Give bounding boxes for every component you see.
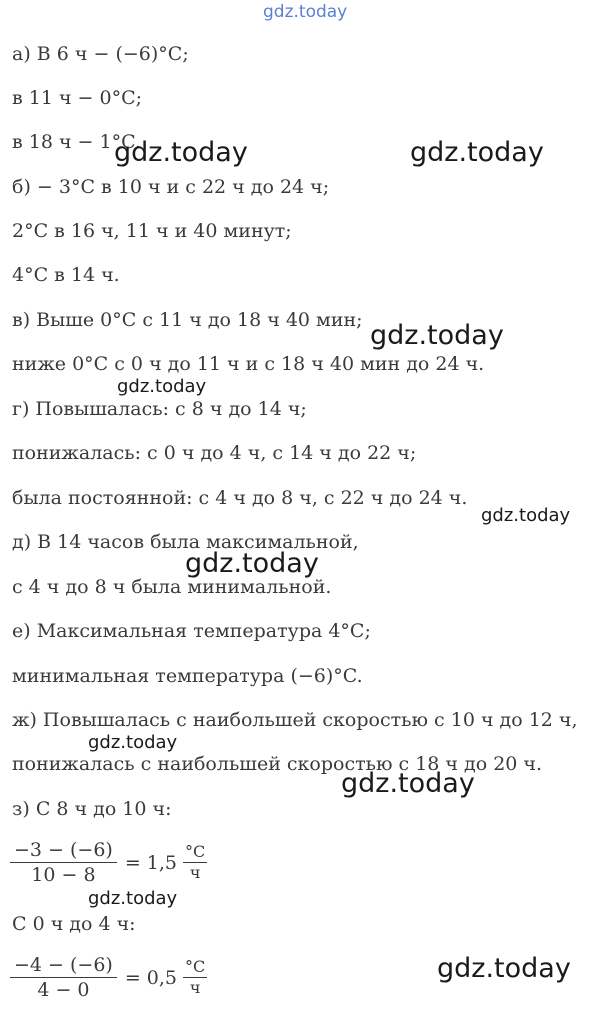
answer-z-line-2: С 0 ч до 4 ч:: [12, 913, 136, 935]
answer-g-line-1: г) Повышалась: с 8 ч до 14 ч;: [12, 398, 307, 420]
answer-b-line-2: 2°C в 16 ч, 11 ч и 40 минут;: [12, 220, 292, 242]
answer-b-line-1: б) − 3°C в 10 ч и с 22 ч до 24 ч;: [12, 176, 330, 198]
watermark-4: gdz.today: [117, 376, 207, 397]
answer-v-line-1: в) Выше 0°C с 11 ч до 18 ч 40 мин;: [12, 309, 363, 331]
formula-1-value: 1,5: [146, 851, 177, 874]
watermark-2: gdz.today: [410, 137, 544, 168]
answer-d-line-2: с 4 ч до 8 ч была минимальной.: [12, 576, 332, 598]
answer-a-line-2: в 11 ч − 0°C;: [12, 87, 143, 109]
answer-z-line-1: з) С 8 ч до 10 ч:: [12, 798, 172, 820]
answer-zh-line-2: понижалась с наибольшей скоростью с 18 ч до 20 ч.: [12, 753, 543, 775]
formula-1-fraction: [10, 838, 117, 887]
formula-2-denominator: 4 − 0: [37, 979, 90, 1001]
formula-2-unit: [183, 957, 207, 998]
answer-e-line-1: е) Максимальная температура 4°C;: [12, 620, 371, 642]
formula-rate-1: [10, 838, 207, 887]
watermark-1: gdz.today: [114, 137, 248, 168]
watermark-9: gdz.today: [88, 888, 178, 909]
formula-1-numerator: −3 − (−6): [10, 838, 117, 863]
answer-e-line-2: минимальная температура (−6)°C.: [12, 665, 363, 687]
answer-g-line-3: была постоянной: с 4 ч до 8 ч, с 22 ч до 24 ч.: [12, 487, 468, 509]
formula-1-unit-numerator: °C: [184, 842, 206, 861]
formula-2-fraction: [10, 953, 117, 1002]
formula-2-equals: =: [124, 966, 141, 989]
answer-d-line-1: д) В 14 часов была максимальной,: [12, 531, 359, 553]
watermark-10: gdz.today: [437, 953, 571, 984]
watermark-6: gdz.today: [185, 548, 319, 579]
formula-2-unit-numerator: °C: [184, 957, 206, 976]
formula-1-unit: [183, 842, 207, 883]
watermark-5: gdz.today: [481, 505, 571, 526]
answer-b-line-3: 4°C в 14 ч.: [12, 264, 120, 286]
formula-1-unit-denominator: ч: [189, 863, 201, 882]
watermark-3: gdz.today: [370, 320, 504, 351]
answer-a-line-3: в 18 ч − 1°C.: [12, 131, 142, 153]
answer-zh-line-1: ж) Повышалась с наибольшей скоростью с 10 ч до 12 ч,: [12, 709, 578, 731]
formula-2-numerator: −4 − (−6): [10, 953, 117, 978]
answer-v-line-2: ниже 0°C с 0 ч до 11 ч и с 18 ч 40 мин до 24 ч.: [12, 353, 485, 375]
watermark-7: gdz.today: [88, 732, 178, 753]
answer-a-line-1: а) В 6 ч − (−6)°C;: [12, 43, 189, 65]
formula-2-value: 0,5: [146, 966, 177, 989]
formula-2-unit-denominator: ч: [189, 978, 201, 997]
watermark-8: gdz.today: [341, 768, 475, 799]
answer-g-line-2: понижалась: с 0 ч до 4 ч, с 14 ч до 22 ч;: [12, 442, 417, 464]
formula-1-denominator: 10 − 8: [31, 864, 96, 886]
formula-1-equals: =: [124, 851, 141, 874]
formula-rate-2: [10, 953, 207, 1002]
watermark-top: gdz.today: [263, 2, 348, 22]
